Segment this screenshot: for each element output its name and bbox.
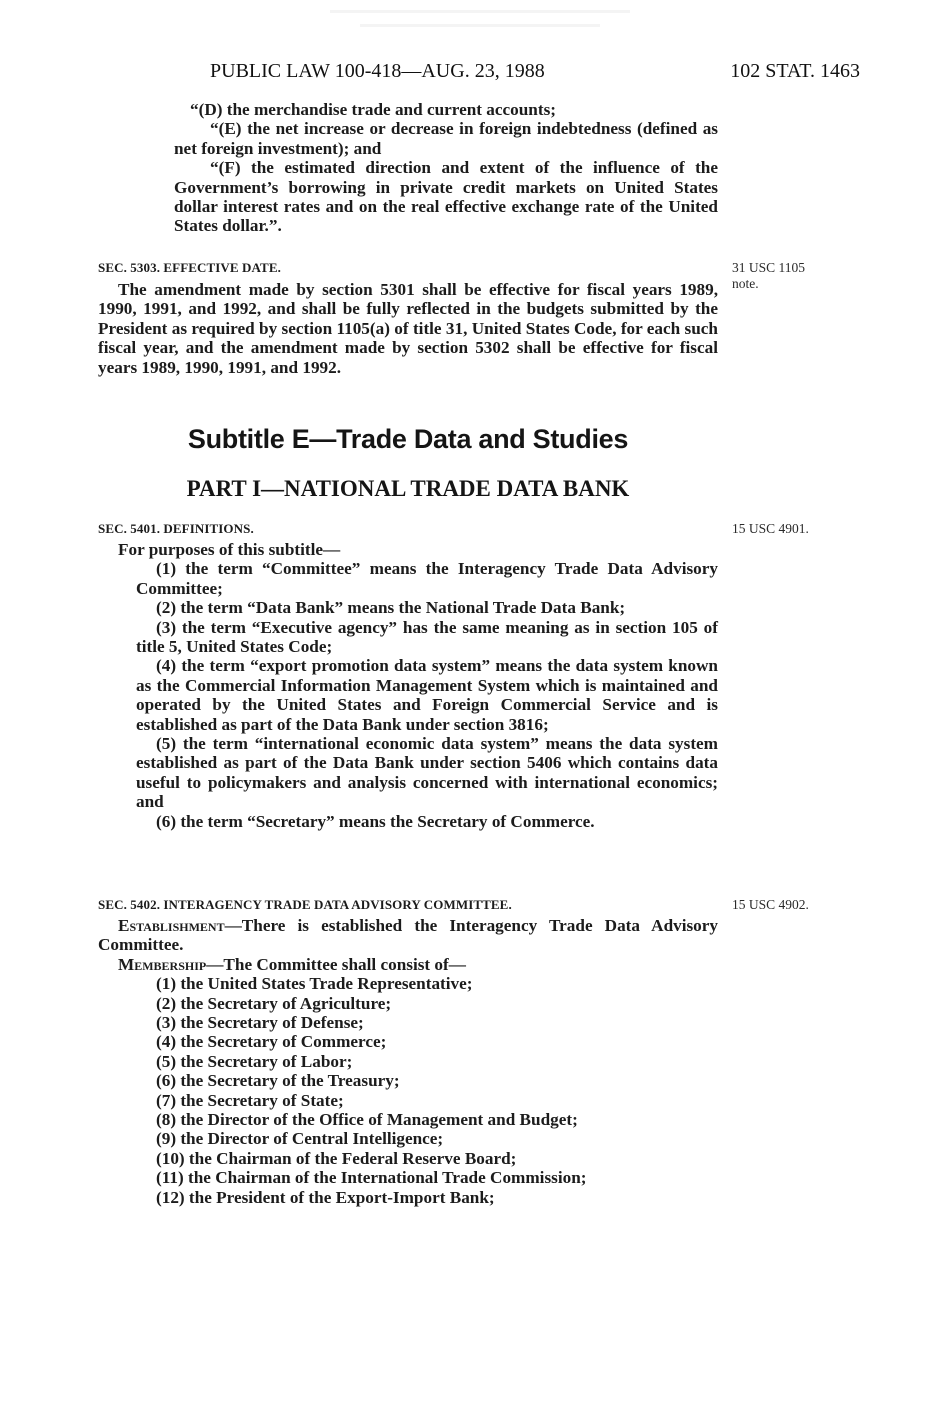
subsection-b-label: Membership (118, 954, 207, 974)
section-5303-text: The amendment made by section 5301 shall be effective for fiscal years 1989, 1990, 1991, and 1992, and shall be fully reflected in the budgets submitted by the President as required by section 1105(a) of title 31, United States Code, for each such fiscal year, and the amendment made by section 5302 shall be effective for fiscal years 1989, 1990, 1991, and 1992. (98, 280, 718, 377)
top-quoted-items (98, 100, 718, 236)
quoted-item-e: “(E) the net increase or decrease in foreign indebtedness (defined as net foreign investment); and (174, 119, 718, 158)
quoted-item-d: “(D) the merchandise trade and current accounts; (190, 100, 556, 119)
section-5401-intro: For purposes of this subtitle— (118, 540, 341, 559)
margin-note-5402: 15 USC 4902. (732, 897, 809, 912)
member-item: (7) the Secretary of State; (156, 1090, 344, 1110)
header-citation: PUBLIC LAW 100-418—AUG. 23, 1988 (210, 60, 545, 82)
section-5303-heading: SEC. 5303. EFFECTIVE DATE. (98, 260, 281, 275)
member-item: (5) the Secretary of Labor; (156, 1051, 353, 1071)
subsection-a-label: Establishment (118, 916, 225, 935)
subsection-a (98, 916, 718, 955)
bleed-through-mark (360, 24, 600, 27)
definition-item: (6) the term “Secretary” means the Secretary of Commerce. (156, 811, 595, 831)
bleed-through-mark (330, 10, 630, 13)
margin-note-5303-line1: 31 USC 1105 (732, 260, 806, 275)
section-5401 (98, 519, 718, 831)
part-heading: PART I—NATIONAL TRADE DATA BANK (186, 476, 630, 501)
running-header (210, 58, 860, 84)
quoted-item-f: “(F) the estimated direction and extent of the influence of the Government’s borrowing in private credit markets on United States dollar interest rates and on the real effective exchange rate of the United States dollar.”. (174, 158, 718, 236)
header-stat-page: 102 STAT. 1463 (730, 60, 860, 82)
member-item: (11) the Chairman of the International Trade Commission; (156, 1168, 587, 1188)
section-5402-heading: SEC. 5402. INTERAGENCY TRADE DATA ADVISORY COMMITTEE. (98, 897, 512, 912)
subsection-b (98, 955, 718, 974)
subsection-b-text: —The Committee shall consist of— (206, 954, 466, 974)
subtitle-heading: Subtitle E—Trade Data and Studies (187, 424, 629, 454)
member-item: (8) the Director of the Office of Management and Budget; (156, 1110, 578, 1130)
member-item: (9) the Director of Central Intelligence; (156, 1129, 444, 1149)
section-5303 (98, 258, 718, 377)
member-item: (4) the Secretary of Commerce; (156, 1032, 387, 1052)
margin-note-5401: 15 USC 4901. (732, 521, 809, 536)
margin-note-5303-line2: note. (732, 276, 759, 291)
member-item: (1) the United States Trade Representative; (156, 974, 473, 994)
member-item: (6) the Secretary of the Treasury; (156, 1071, 400, 1091)
definition-item: (3) the term “Executive agency” has the same meaning as in section 105 of title 5, United States Code; (136, 617, 718, 657)
section-5402 (98, 895, 718, 1207)
definition-item: (5) the term “international economic data system” means the data system established as part of the Data Bank under section 5406 which contains data useful to policymakers and analysis concerned with international economics; and (136, 734, 718, 812)
member-item: (3) the Secretary of Defense; (156, 1013, 364, 1033)
margin-note-5303 (732, 260, 805, 292)
member-item: (2) the Secretary of Agriculture; (156, 993, 392, 1013)
definition-item: (1) the term “Committee” means the Interagency Trade Data Advisory Committee; (136, 559, 718, 598)
member-item: (10) the Chairman of the Federal Reserve Board; (156, 1148, 517, 1168)
section-5401-heading: SEC. 5401. DEFINITIONS. (98, 521, 254, 536)
definition-item: (2) the term “Data Bank” means the National Trade Data Bank; (156, 598, 626, 618)
subsection-a-text: —There is established the Interagency Trade Data Advisory Committee. (98, 916, 718, 955)
member-item: (12) the President of the Export-Import Bank; (156, 1187, 495, 1207)
definition-item: (4) the term “export promotion data system” means the data system known as the Commercial Information Management System which is maintained and operated by the United States and Foreign Commercial Service and is established as part of the Data Bank under section 3816; (136, 656, 718, 734)
